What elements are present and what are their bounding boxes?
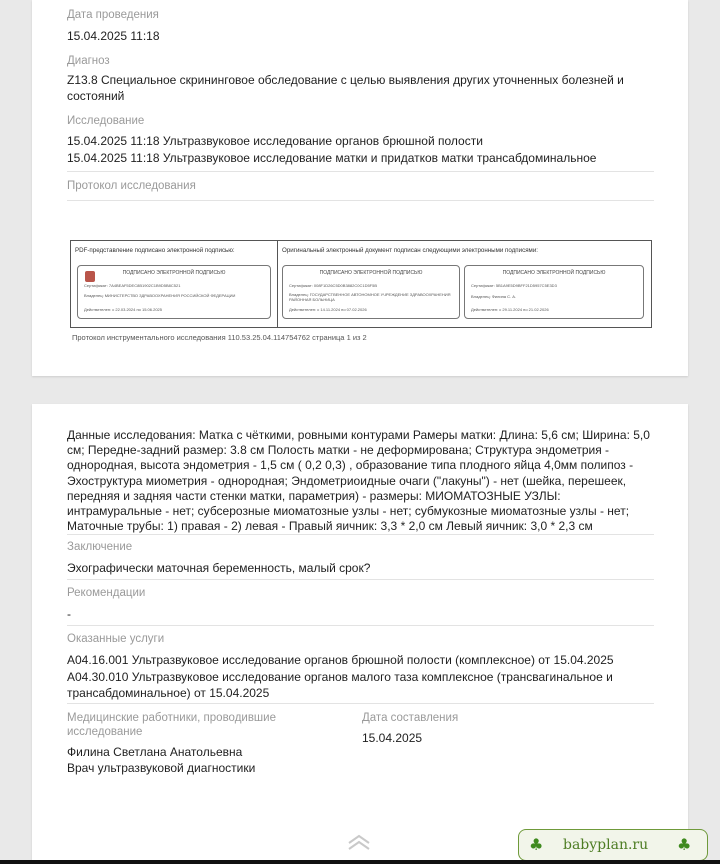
stamp-line: Действителен: с 14.11.2024 по 07.02.2026 [289, 307, 367, 312]
clover-icon: ♣ [677, 835, 692, 854]
date-label: Дата проведения [67, 9, 159, 21]
study-label: Исследование [67, 115, 145, 127]
divider [67, 200, 654, 201]
service-item: A04.30.010 Ультразвуковое исследование органов малого таза комплексное (трансвагинальное и трансабдоминальное) от 15.04.2025 [67, 670, 613, 700]
clover-icon: ♣ [529, 835, 544, 854]
services-label: Оказанные услуги [67, 633, 165, 645]
protocol-field [67, 179, 654, 193]
divider [67, 171, 654, 172]
services-field [67, 632, 654, 701]
stamp-line: Действителен: с 22.03.2024 по 15.06.2025 [84, 307, 162, 312]
electronic-signature-block [70, 240, 652, 328]
divider [67, 579, 654, 580]
date-created-field [362, 711, 458, 746]
diagnosis-field [67, 54, 654, 104]
service-item: A04.16.001 Ультразвуковое исследование органов брюшной полости (комплексное) от 15.04.2025 [67, 653, 614, 667]
original-signatures-header: Оригинальный электронный документ подписан следующими электронными подписями: [282, 247, 538, 254]
date-created-value: 15.04.2025 [362, 731, 423, 745]
recommendations-field [67, 586, 654, 622]
study-field [67, 114, 654, 166]
protocol-page-footer: Протокол инструментального исследования 110.53.25.04.114754762 страница 1 из 2 [72, 333, 367, 342]
staff-field [67, 711, 317, 776]
stamp-line: Сертификат: 5B1A9E5D9BFF21D5957C5E3D3 [471, 283, 557, 288]
conclusion-field [67, 540, 654, 576]
stamp-line: Владелец: Филина С. А. [471, 294, 517, 299]
stamp-line: Владелец: МИНИСТЕРСТВО ЗДРАВООХРАНЕНИЯ РОССИЙСКОЙ ФЕДЕРАЦИИ [84, 293, 236, 298]
study-item: 15.04.2025 11:18 Ультразвуковое исследование матки и придатков матки трансабдоминальное [67, 151, 597, 165]
staff-label: Медицинские работники, проводившие исследование [67, 712, 276, 738]
signature-stamp [77, 265, 271, 319]
conclusion-value: Эхографически маточная беременность, малый срок? [67, 561, 371, 575]
original-signatures-panel [278, 241, 651, 327]
date-value: 15.04.2025 11:18 [67, 29, 160, 43]
stamp-line: Сертификат: 7A4BEAF5DEC8B1902C1B9D5B8C521 [84, 283, 181, 288]
divider [67, 703, 654, 704]
scroll-up-chevron-icon[interactable] [346, 833, 372, 851]
protocol-label: Протокол исследования [67, 180, 196, 192]
date-field [67, 8, 654, 44]
study-item: 15.04.2025 11:18 Ультразвуковое исследование органов брюшной полости [67, 134, 483, 148]
stamp-title: ПОДПИСАНО ЭЛЕКТРОННОЙ ПОДПИСЬЮ [502, 270, 606, 276]
study-data-text: Данные исследования: Матка с чёткими, ровными контурами Рамеры матки: Длина: 5,6 см; Ширина: 5,0 см; Передне-задний размер: 3.8 см Полость матки - не деформирована; Структура эндометрия - однородная, высота эндометрия - 1,5 см ( 0,2 0,3) , образование типа плодного яйца 4,0мм полипоз - Эхоструктура миометрия - однородная; Эндометриоидные очаги ("лакуны") - нет (шейка, перешеек, передняя и задняя части стенки матки, параметрия) - размеры: МИОМАТОЗНЫЕ УЗЛЫ: интрамуральные - нет; субсерозные миоматозные узлы - нет; субмукозные миоматозные узлы - нет; Маточные трубы: 1) правая - 2) левая - Правый яичник: 3,3 * 2,0 см Левый яичник: 3,0 * 2,3 см [67, 428, 650, 534]
conclusion-label: Заключение [67, 541, 133, 553]
stamp-line: Сертификат: 008F1D26C5D0B3882C0C1D5F5B [289, 283, 378, 288]
recommendations-value: - [67, 607, 71, 621]
stamp-title: ПОДПИСАНО ЭЛЕКТРОННОЙ ПОДПИСЬЮ [319, 270, 423, 276]
stamp-line: Владелец: ГОСУДАРСТВЕННОЕ АВТОНОМНОЕ УЧРЕЖДЕНИЕ ЗДРАВООХРАНЕНИЯ РАЙОННАЯ БОЛЬНИЦА [289, 292, 451, 302]
divider [67, 625, 654, 626]
babyplan-watermark [518, 829, 708, 861]
protocol-card-top [32, 0, 688, 376]
pdf-signature-header: PDF-представление подписано электронной подписью: [75, 247, 235, 254]
watermark-text: babyplan.ru [563, 837, 649, 853]
diagnosis-label: Диагноз [67, 55, 110, 67]
diagnosis-value: Z13.8 Специальное скрининговое обследование с целью выявления других уточненных болезней и состояний [67, 73, 624, 103]
bottom-edge [0, 860, 720, 864]
signature-stamp [464, 265, 644, 319]
stamp-line: Действителен: с 29.11.2024 по 21.02.2026 [471, 307, 549, 312]
divider [67, 534, 654, 535]
protocol-card-bottom [32, 404, 688, 864]
date-created-label: Дата составления [362, 712, 459, 724]
staff-name: Филина Светлана Анатольевна [67, 745, 243, 759]
pdf-signature-panel [71, 241, 278, 327]
recommendations-label: Рекомендации [67, 587, 146, 599]
signature-stamp [282, 265, 460, 319]
staff-position: Врач ультразвуковой диагностики [67, 761, 256, 775]
stamp-title: ПОДПИСАНО ЭЛЕКТРОННОЙ ПОДПИСЬЮ [122, 270, 226, 276]
